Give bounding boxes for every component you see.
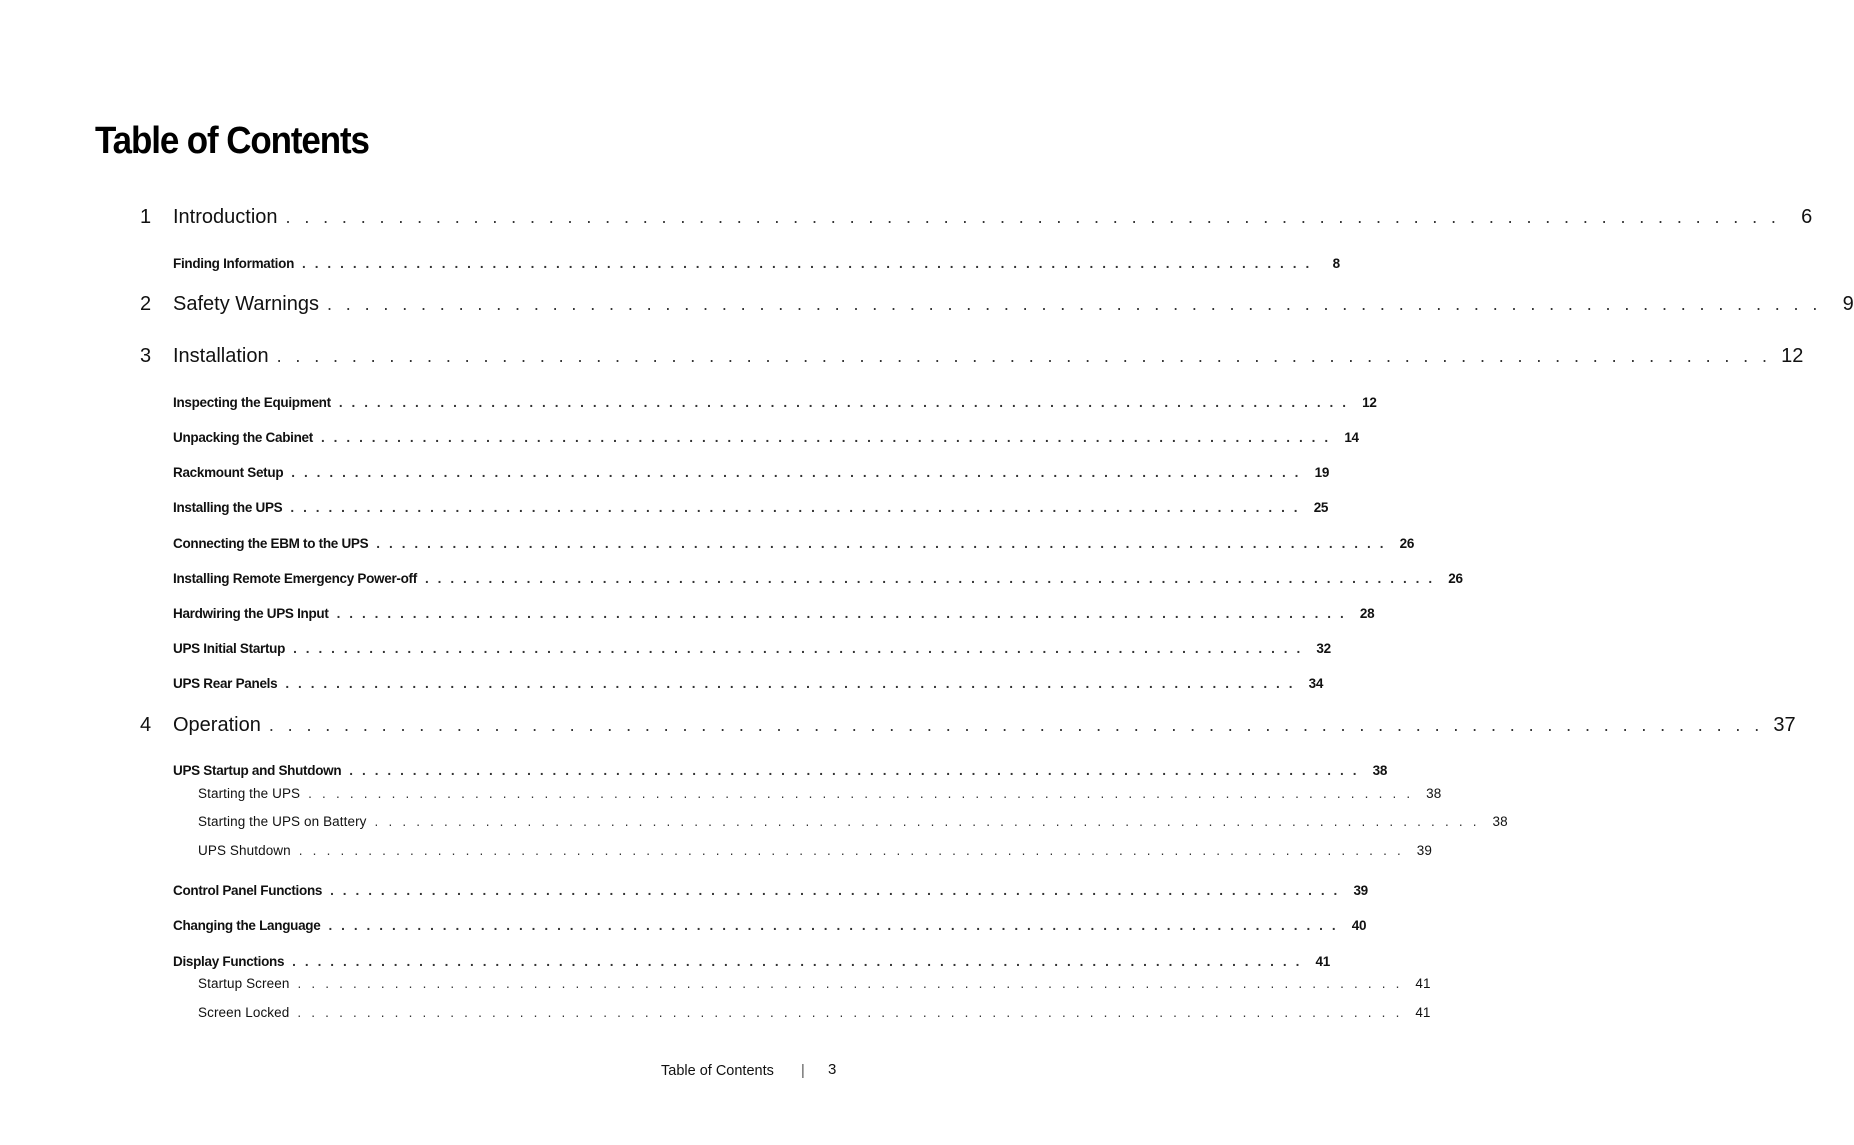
- toc-entry-number: 2: [140, 293, 152, 315]
- toc-entry-page: 41: [1315, 954, 1330, 969]
- toc-dot-leader: . . . . . . . . . . . . . . . . . . . . . . . . . . . . . . . . . . . . . . . . . . . . . . . . . . . . . . . . . . . . . . . . . . . . . . . . . . . . . . . .: [290, 500, 1301, 515]
- toc-entry-page: 12: [1781, 345, 1804, 367]
- toc-entry[interactable]: [198, 1005, 1431, 1020]
- toc-dot-leader: . . . . . . . . . . . . . . . . . . . . . . . . . . . . . . . . . . . . . . . . . . . . . . . . . . . . . . . . . . . . . . . . . . . . . . . . . . . . . . . .: [320, 430, 1331, 445]
- toc-dot-leader: . . . . . . . . . . . . . . . . . . . . . . . . . . . . . . . . . . . . . . . . . . . . . . . . . . . . . . . . . . . . . . . . . . . . . . . . . . . . . . . .: [328, 918, 1339, 933]
- toc-entry-page: 12: [1362, 395, 1377, 410]
- toc-entry-number: 4: [140, 714, 152, 736]
- toc-entry-page: 34: [1308, 676, 1324, 691]
- toc-entry[interactable]: [140, 206, 1813, 229]
- toc-entry-page: 26: [1399, 536, 1415, 551]
- toc-entry-page: 32: [1316, 641, 1331, 656]
- toc-dot-leader: . . . . . . . . . . . . . . . . . . . . . . . . . . . . . . . . . . . . . . . . . . . . . . . . . . . . . . . . . . . . . . . . . . . . . . . . . . . . . . . .: [268, 715, 1764, 735]
- toc-entry[interactable]: [173, 500, 1329, 515]
- toc-entry-page: 41: [1415, 976, 1431, 991]
- toc-dot-leader: . . . . . . . . . . . . . . . . . . . . . . . . . . . . . . . . . . . . . . . . . . . . . . . . . . . . . . . . . . . . . . . . . . . . . . . . . . . . . . . .: [424, 571, 1435, 586]
- toc-dot-leader: . . . . . . . . . . . . . . . . . . . . . . . . . . . . . . . . . . . . . . . . . . . . . . . . . . . . . . . . . . . . . . . . . . . . . . . . . . . . . . . .: [338, 395, 1349, 410]
- toc-entry-title: UPS Startup and Shutdown: [173, 763, 342, 778]
- toc-entry-number: 3: [140, 345, 152, 367]
- toc-entry[interactable]: [173, 606, 1375, 621]
- toc-dot-leader: . . . . . . . . . . . . . . . . . . . . . . . . . . . . . . . . . . . . . . . . . . . . . . . . . . . . . . . . . . . . . . . . . . . . . . . . . . . . . . . .: [376, 536, 1387, 551]
- toc-entry-page: 37: [1773, 714, 1796, 736]
- page-title: Table of Contents: [95, 120, 369, 162]
- toc-entry-page: 26: [1448, 571, 1463, 586]
- toc-dot-leader: . . . . . . . . . . . . . . . . . . . . . . . . . . . . . . . . . . . . . . . . . . . . . . . . . . . . . . . . . . . . . . . . . . . . . . . . . . . . . . . .: [308, 786, 1414, 801]
- toc-entry-title: Finding Information: [173, 256, 295, 271]
- footer-label: Table of Contents: [661, 1063, 774, 1079]
- toc-entry-title: Hardwiring the UPS Input: [173, 606, 329, 621]
- toc-entry[interactable]: [198, 976, 1431, 991]
- toc-entry[interactable]: [140, 293, 1854, 316]
- toc-entry[interactable]: [173, 676, 1324, 691]
- toc-dot-leader: . . . . . . . . . . . . . . . . . . . . . . . . . . . . . . . . . . . . . . . . . . . . . . . . . . . . . . . . . . . . . . . . . . . . . . . . . . . . . . . .: [297, 1005, 1403, 1020]
- toc-entry-title: Installing the UPS: [173, 500, 283, 515]
- toc-entry[interactable]: [198, 786, 1442, 801]
- footer-separator: |: [801, 1063, 805, 1079]
- toc-entry[interactable]: [173, 465, 1330, 480]
- toc-entry[interactable]: [173, 395, 1377, 410]
- toc-entry-title: Control Panel Functions: [173, 883, 323, 898]
- toc-entry[interactable]: [173, 571, 1463, 586]
- toc-entry[interactable]: [173, 256, 1340, 271]
- toc-dot-leader: . . . . . . . . . . . . . . . . . . . . . . . . . . . . . . . . . . . . . . . . . . . . . . . . . . . . . . . . . . . . . . . . . . . . . . . . . . . . . . . .: [292, 954, 1302, 969]
- toc-entry-title: Starting the UPS: [198, 786, 301, 801]
- toc-entry[interactable]: [198, 814, 1508, 829]
- toc-entry-number: 1: [140, 206, 152, 228]
- toc-entry-title: Installing Remote Emergency Power-off: [173, 571, 417, 586]
- toc-entry-title: Display Functions: [173, 954, 285, 969]
- toc-dot-leader: . . . . . . . . . . . . . . . . . . . . . . . . . . . . . . . . . . . . . . . . . . . . . . . . . . . . . . . . . . . . . . . . . . . . . . . . . . . . . . . .: [302, 256, 1312, 271]
- toc-dot-leader: . . . . . . . . . . . . . . . . . . . . . . . . . . . . . . . . . . . . . . . . . . . . . . . . . . . . . . . . . . . . . . . . . . . . . . . . . . . . . . . .: [298, 843, 1404, 858]
- toc-dot-leader: . . . . . . . . . . . . . . . . . . . . . . . . . . . . . . . . . . . . . . . . . . . . . . . . . . . . . . . . . . . . . . . . . . . . . . . . . . . . . . . .: [330, 883, 1340, 898]
- toc-dot-leader: . . . . . . . . . . . . . . . . . . . . . . . . . . . . . . . . . . . . . . . . . . . . . . . . . . . . . . . . . . . . . . . . . . . . . . . . . . . . . . . .: [349, 763, 1360, 778]
- toc-entry-title: Changing the Language: [173, 918, 321, 933]
- toc-entry-page: 14: [1344, 430, 1359, 445]
- toc-dot-leader: . . . . . . . . . . . . . . . . . . . . . . . . . . . . . . . . . . . . . . . . . . . . . . . . . . . . . . . . . . . . . . . . . . . . . . . . . . . . . . . .: [374, 814, 1480, 829]
- toc-entry[interactable]: [140, 714, 1796, 737]
- toc-dot-leader: . . . . . . . . . . . . . . . . . . . . . . . . . . . . . . . . . . . . . . . . . . . . . . . . . . . . . . . . . . . . . . . . . . . . . . . . . . . . . . . .: [285, 676, 1296, 691]
- toc-entry-page: 6: [1801, 206, 1813, 228]
- toc-dot-leader: . . . . . . . . . . . . . . . . . . . . . . . . . . . . . . . . . . . . . . . . . . . . . . . . . . . . . . . . . . . . . . . . . . . . . . . . . . . . . . . .: [297, 976, 1403, 991]
- toc-entry-page: 39: [1416, 843, 1432, 858]
- toc-entry[interactable]: [198, 843, 1432, 858]
- toc-entry-page: 38: [1492, 814, 1508, 829]
- toc-dot-leader: . . . . . . . . . . . . . . . . . . . . . . . . . . . . . . . . . . . . . . . . . . . . . . . . . . . . . . . . . . . . . . . . . . . . . . . . . . . . . . . .: [276, 346, 1772, 366]
- toc-dot-leader: . . . . . . . . . . . . . . . . . . . . . . . . . . . . . . . . . . . . . . . . . . . . . . . . . . . . . . . . . . . . . . . . . . . . . . . . . . . . . . . .: [291, 465, 1302, 480]
- toc-entry-title: Introduction: [173, 206, 278, 228]
- page-footer: [661, 1061, 837, 1079]
- toc-entry-title: Safety Warnings: [173, 293, 319, 315]
- toc-dot-leader: . . . . . . . . . . . . . . . . . . . . . . . . . . . . . . . . . . . . . . . . . . . . . . . . . . . . . . . . . . . . . . . . . . . . . . . . . . . . . . . .: [327, 294, 1822, 314]
- toc-dot-leader: . . . . . . . . . . . . . . . . . . . . . . . . . . . . . . . . . . . . . . . . . . . . . . . . . . . . . . . . . . . . . . . . . . . . . . . . . . . . . . . .: [336, 606, 1347, 621]
- toc-entry[interactable]: [173, 763, 1388, 778]
- toc-entry[interactable]: [173, 954, 1330, 969]
- toc-entry-page: 8: [1332, 256, 1340, 271]
- toc-entry-title: UPS Rear Panels: [173, 676, 278, 691]
- footer-page-number: 3: [828, 1061, 837, 1078]
- toc-entry-title: Installation: [173, 345, 269, 367]
- toc-entry-title: Inspecting the Equipment: [173, 395, 331, 410]
- toc-entry-title: Rackmount Setup: [173, 465, 284, 480]
- toc-entry-page: 38: [1426, 786, 1442, 801]
- toc-entry[interactable]: [173, 536, 1415, 551]
- toc-entry-page: 9: [1842, 293, 1854, 315]
- toc-entry-title: Starting the UPS on Battery: [198, 814, 367, 829]
- toc-entry-page: 19: [1314, 465, 1330, 480]
- toc-entry-title: Screen Locked: [198, 1005, 290, 1020]
- toc-entry-title: UPS Initial Startup: [173, 641, 286, 656]
- toc-entry[interactable]: [173, 883, 1368, 898]
- toc-entry[interactable]: [173, 430, 1359, 445]
- toc-dot-leader: . . . . . . . . . . . . . . . . . . . . . . . . . . . . . . . . . . . . . . . . . . . . . . . . . . . . . . . . . . . . . . . . . . . . . . . . . . . . . . . .: [285, 207, 1781, 227]
- toc-entry-page: 28: [1359, 606, 1375, 621]
- toc-entry[interactable]: [173, 918, 1367, 933]
- toc-entry-title: Connecting the EBM to the UPS: [173, 536, 369, 551]
- toc-entry-page: 41: [1415, 1005, 1431, 1020]
- toc-entry-title: UPS Shutdown: [198, 843, 291, 858]
- toc-entry-title: Operation: [173, 714, 261, 736]
- toc-entry-title: Unpacking the Cabinet: [173, 430, 313, 445]
- toc-entry-page: 40: [1351, 918, 1367, 933]
- toc-entry-title: Startup Screen: [198, 976, 290, 991]
- toc-entry-page: 25: [1313, 500, 1329, 515]
- toc-entry[interactable]: [173, 641, 1331, 656]
- toc-entry-page: 38: [1372, 763, 1388, 778]
- toc-entry[interactable]: [140, 345, 1804, 368]
- toc-entry-page: 39: [1353, 883, 1368, 898]
- toc-dot-leader: . . . . . . . . . . . . . . . . . . . . . . . . . . . . . . . . . . . . . . . . . . . . . . . . . . . . . . . . . . . . . . . . . . . . . . . . . . . . . . . .: [293, 641, 1303, 656]
